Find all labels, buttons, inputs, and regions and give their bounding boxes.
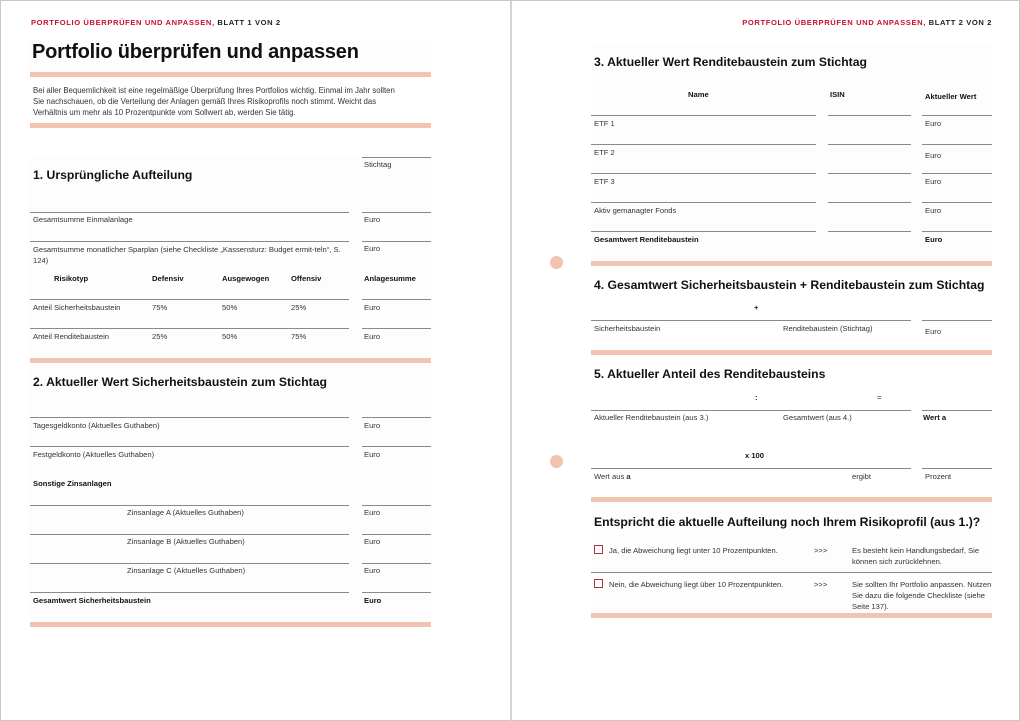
etf2-isin-line (828, 144, 911, 145)
header-defensiv: Defensiv (152, 274, 184, 283)
etf3-name-input[interactable] (591, 158, 816, 172)
gesamt-rendite-unit: Euro (925, 235, 943, 244)
zinsanlage-c-input[interactable] (30, 548, 349, 562)
section-3-heading: 3. Aktueller Wert Renditebaustein zum Stichtag (594, 55, 867, 69)
running-head-title: PORTFOLIO ÜBERPRÜFEN UND ANPASSEN, (742, 18, 926, 27)
tagesgeld-input[interactable] (30, 402, 349, 416)
intro-rule (30, 123, 431, 128)
rendite-row-line (30, 328, 349, 329)
fonds-value-input[interactable] (922, 187, 992, 201)
header-offensiv: Offensiv (291, 274, 322, 283)
section-2-heading: 2. Aktueller Wert Sicherheitsbaustein zum Stichtag (33, 375, 327, 389)
gesamt-rendite-label: Gesamtwert Renditebaustein (594, 235, 699, 244)
tagesgeld-euro-line (362, 417, 431, 418)
aktueller-renditebaustein-label: Aktueller Renditebaustein (aus 3.) (594, 413, 709, 422)
gesamt-sicherheit-euro-input[interactable] (362, 577, 431, 591)
fonds-name-line (591, 202, 816, 203)
page-2 (511, 1, 1020, 721)
zinsanlage-a-euro-input[interactable] (362, 490, 431, 504)
etf3-unit: Euro (925, 177, 942, 186)
equals-operator: = (877, 393, 882, 402)
tagesgeld-label: Tagesgeldkonto (Aktuelles Guthaben) (33, 421, 160, 430)
sparplan-label: Gesamtsumme monatlicher Sparplan (siehe Checkliste „Kassensturz: Budget ermit-teln“, S. 124) (33, 245, 341, 265)
rendite-euro-input[interactable] (362, 313, 431, 327)
ergibt-label: ergibt (852, 472, 871, 481)
section-3-rule (591, 261, 992, 266)
etf3-isin-line (828, 173, 911, 174)
etf3-name-line (591, 173, 816, 174)
renditebaustein-label: Renditebaustein (Stichtag) (783, 324, 873, 333)
section-1-heading: 1. Ursprüngliche Aufteilung (33, 168, 193, 182)
etf1-isin-line (828, 115, 911, 116)
sicherheitsbaustein-label: Sicherheitsbaustein (594, 324, 661, 333)
festgeld-euro-input[interactable] (362, 431, 431, 445)
gesamt-rendite-isin-line (828, 231, 911, 232)
section-5-rule (591, 497, 992, 502)
zinsanlage-b-label: Zinsanlage B (Aktuelles Guthaben) (127, 537, 245, 546)
festgeld-euro-line (362, 446, 431, 447)
header-ausgewogen: Ausgewogen (222, 274, 270, 283)
tagesgeld-unit: Euro (364, 421, 381, 430)
header-aktueller-wert: Aktueller Wert (925, 92, 977, 101)
wert-aus-prefix: Wert aus (594, 472, 627, 481)
header-anlagesumme: Anlagesumme (364, 274, 416, 283)
rendite-unit: Euro (364, 332, 381, 341)
gesamt-sicherheit-label: Gesamtwert Sicherheitsbaustein (33, 596, 151, 605)
option-ja-consequence: Es besteht kein Handlungsbedarf, Sie können sich zurücklehnen. (852, 546, 980, 566)
zinsanlage-a-input[interactable] (30, 490, 349, 504)
running-head (742, 18, 992, 27)
sparplan-line (30, 241, 349, 242)
punch-hole-top (550, 256, 563, 269)
prozent-unit: Prozent (925, 472, 952, 481)
zinsanlage-c-line (30, 563, 349, 564)
einmalanlage-label: Gesamtsumme Einmalanlage (33, 215, 133, 224)
sum-line (591, 320, 911, 321)
stichtag-line (362, 157, 431, 158)
header-name: Name (688, 90, 709, 99)
header-risikotyp: Risikotyp (54, 274, 89, 283)
zinsanlage-c-label: Zinsanlage C (Aktuelles Guthaben) (127, 566, 246, 575)
festgeld-input[interactable] (30, 431, 349, 445)
sparplan-input[interactable] (30, 226, 349, 240)
einmalanlage-input[interactable] (30, 197, 349, 211)
prozent-line (922, 468, 992, 469)
tagesgeld-line (30, 417, 349, 418)
wert-aus-var: a (626, 472, 631, 481)
sparplan-euro-line (362, 241, 431, 242)
multiplier: x 100 (745, 451, 765, 460)
rendite-ausgewogen: 50% (222, 332, 238, 341)
etf1-value-input[interactable] (922, 100, 992, 114)
etf3-label: ETF 3 (594, 177, 615, 186)
option-ja-label: Ja, die Abweichung liegt unter 10 Prozentpunkten. (609, 546, 778, 555)
sicherheit-offensiv: 25% (291, 303, 307, 312)
aktueller-renditebaustein-input[interactable] (591, 395, 746, 409)
etf2-isin-input[interactable] (828, 129, 911, 143)
zinsanlage-c-euro-input[interactable] (362, 548, 431, 562)
option-ja-checkbox[interactable] (594, 545, 603, 554)
gesamtwert-input[interactable] (763, 395, 873, 409)
punch-hole-bottom (550, 455, 563, 468)
section-2-rule (30, 622, 431, 627)
gesamt-rendite-value-line (922, 231, 992, 232)
etf3-isin-input[interactable] (828, 158, 911, 172)
sum-unit: Euro (925, 327, 942, 336)
renditebaustein-input[interactable] (763, 305, 911, 319)
header-isin: ISIN (830, 90, 845, 99)
running-head-sheet: BLATT 1 VON 2 (217, 18, 281, 27)
intro-text: Bei aller Bequemlichkeit ist eine regelmäßige Überprüfung Ihres Portfolios wichtig. Einmal im Jahr sollten Sie nachschauen, ob die Verteilung der Anlagen gemäß Ihres Risikoprofils noch stimmt. Weicht das Verhältnis um mehr als 10 Prozentpunkte vom Sollwert ab, werden Sie tätig. (33, 86, 395, 117)
rendite-defensiv: 25% (152, 332, 168, 341)
wert-a-label: Wert a (923, 413, 947, 422)
option-separator (591, 572, 992, 573)
section-4-rule (591, 350, 992, 355)
etf1-unit: Euro (925, 119, 942, 128)
fonds-unit: Euro (925, 206, 942, 215)
festgeld-line (30, 446, 349, 447)
zinsanlage-a-line (30, 505, 349, 506)
zinsanlage-a-unit: Euro (364, 508, 381, 517)
einmalanlage-line (30, 212, 349, 213)
running-head-sheet: BLATT 2 VON 2 (928, 18, 992, 27)
page-title: Portfolio überprüfen und anpassen (32, 41, 359, 63)
sicherheit-unit: Euro (364, 303, 381, 312)
festgeld-unit: Euro (364, 450, 381, 459)
einmalanlage-euro-line (362, 212, 431, 213)
prozent-input[interactable] (922, 453, 992, 467)
zinsanlage-b-euro-input[interactable] (362, 519, 431, 533)
option-nein-label: Nein, die Abweichung liegt über 10 Prozentpunkten. (609, 580, 784, 589)
sparplan-unit: Euro (364, 244, 381, 253)
sicherheit-label: Anteil Sicherheitsbaustein (33, 303, 121, 312)
sum-euro-line (922, 320, 992, 321)
rendite-label: Anteil Renditebaustein (33, 332, 109, 341)
gesamt-rendite-name-line (591, 231, 816, 232)
etf3-value-input[interactable] (922, 158, 992, 172)
sparplan-euro-input[interactable] (362, 226, 431, 240)
etf2-value-line (922, 144, 992, 145)
sicherheit-euro-line (362, 299, 431, 300)
etf3-value-line (922, 173, 992, 174)
fonds-label: Aktiv gemanagter Fonds (594, 206, 677, 215)
etf2-name-line (591, 144, 816, 145)
sicherheit-ausgewogen: 50% (222, 303, 238, 312)
gesamt-sicherheit-unit: Euro (364, 596, 382, 605)
rendite-offensiv: 75% (291, 332, 307, 341)
section-4-heading: 4. Gesamtwert Sicherheitsbaustein + Renditebaustein zum Stichtag (594, 278, 985, 292)
zinsanlage-b-input[interactable] (30, 519, 349, 533)
sonstige-zinsanlagen-heading: Sonstige Zinsanlagen (33, 479, 112, 488)
sum-euro-input[interactable] (922, 305, 992, 319)
etf1-value-line (922, 115, 992, 116)
zinsanlage-a-label: Zinsanlage A (Aktuelles Guthaben) (127, 508, 244, 517)
section-5-heading: 5. Aktueller Anteil des Renditebausteins (594, 367, 826, 381)
sicherheit-row-line (30, 299, 349, 300)
etf2-value-input[interactable] (922, 129, 992, 143)
fonds-isin-line (828, 202, 911, 203)
zinsanlage-c-euro-line (362, 563, 431, 564)
running-head (31, 18, 281, 27)
etf1-name-line (591, 115, 816, 116)
option-nein-checkbox[interactable] (594, 579, 603, 588)
zinsanlage-c-unit: Euro (364, 566, 381, 575)
etf2-unit: Euro (925, 151, 942, 160)
wert-aus-a-label (594, 472, 631, 481)
festgeld-label: Festgeldkonto (Aktuelles Guthaben) (33, 450, 155, 459)
page-1 (1, 1, 511, 721)
ratio-line (591, 410, 911, 411)
etf1-label: ETF 1 (594, 119, 615, 128)
stichtag-input[interactable] (362, 142, 431, 156)
zinsanlage-a-euro-line (362, 505, 431, 506)
wert-aus-a-input[interactable] (591, 453, 736, 467)
running-head-title: PORTFOLIO ÜBERPRÜFEN UND ANPASSEN, (31, 18, 215, 27)
fonds-name-input[interactable] (591, 187, 816, 201)
wert-a-line (922, 410, 992, 411)
percent-line (591, 468, 911, 469)
fonds-value-line (922, 202, 992, 203)
stichtag-label: Stichtag (364, 160, 392, 169)
gesamt-sicherheit-euro-line (362, 592, 431, 593)
etf1-name-input[interactable] (591, 100, 816, 114)
etf2-name-input[interactable] (591, 129, 816, 143)
einmalanlage-euro-input[interactable] (362, 197, 431, 211)
zinsanlage-b-euro-line (362, 534, 431, 535)
tagesgeld-euro-input[interactable] (362, 402, 431, 416)
etf2-label: ETF 2 (594, 148, 615, 157)
etf1-isin-input[interactable] (828, 100, 911, 114)
fonds-isin-input[interactable] (828, 187, 911, 201)
rendite-euro-line (362, 328, 431, 329)
sicherheitsbaustein-input[interactable] (591, 305, 746, 319)
question-rule (591, 613, 992, 618)
zinsanlage-b-line (30, 534, 349, 535)
title-rule (30, 72, 431, 77)
option-nein-arrow: >>> (814, 580, 828, 589)
option-nein-consequence: Sie sollten Ihr Portfolio anpassen. Nutzen Sie dazu die folgende Checkliste (siehe Seite 137). (852, 580, 992, 611)
option-ja-arrow: >>> (814, 546, 828, 555)
question-heading: Entspricht die aktuelle Aufteilung noch Ihrem Risikoprofil (aus 1.)? (594, 515, 981, 529)
sicherheit-euro-input[interactable] (362, 284, 431, 298)
gesamt-sicherheit-line (30, 592, 349, 593)
gesamtwert-label: Gesamtwert (aus 4.) (783, 413, 852, 422)
wert-a-input[interactable] (922, 395, 992, 409)
sicherheit-defensiv: 75% (152, 303, 168, 312)
zinsanlage-b-unit: Euro (364, 537, 381, 546)
gesamt-rendite-value-input[interactable] (922, 216, 992, 230)
plus-operator: + (754, 303, 759, 312)
divide-operator: : (755, 393, 758, 402)
einmalanlage-unit: Euro (364, 215, 381, 224)
